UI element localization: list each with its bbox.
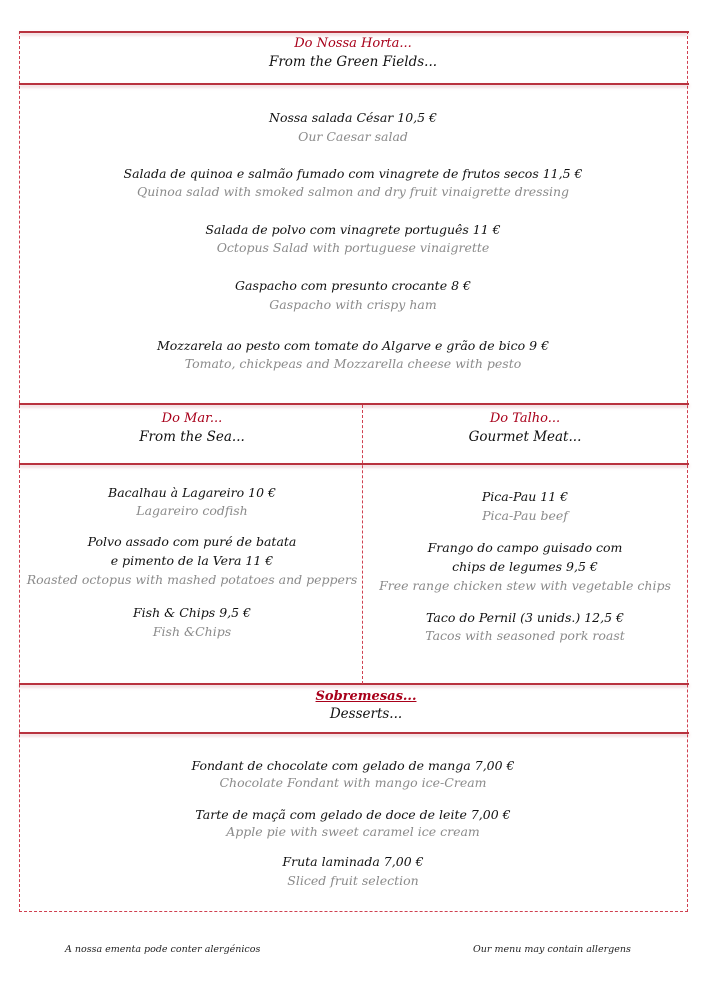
menu-item-name: Polvo assado com puré de batata <box>87 534 297 549</box>
menu-item-name: Bacalhau à Lagareiro 10 € <box>108 485 276 500</box>
section-title-desserts: Sobremesas... <box>315 689 417 704</box>
menu-item-name: Mozzarela ao pesto com tomate do Algarve e grão de bico 9 € <box>156 338 550 353</box>
divider <box>19 403 689 405</box>
divider <box>19 83 689 85</box>
menu-item-name: Frango do campo guisado com <box>427 540 623 555</box>
menu-item-name: Gaspacho com presunto crocante 8 € <box>235 278 471 293</box>
menu-item-name: Fruta laminada 7,00 € <box>282 854 424 869</box>
menu-item-name: Fish & Chips 9,5 € <box>132 605 252 620</box>
menu-item-desc: Octopus Salad with portuguese vinaigrette <box>216 240 490 255</box>
section-subtitle-meat: Gourmet Meat... <box>468 429 582 445</box>
menu-item-name: Salada de polvo com vinagrete português 11 € <box>205 222 501 237</box>
allergen-notice-pt: A nossa ementa pode conter alergénicos <box>65 944 261 955</box>
divider <box>19 31 689 33</box>
section-subtitle-sea: From the Sea... <box>139 429 245 445</box>
menu-item-desc: Lagareiro codfish <box>136 503 248 518</box>
section-subtitle-greens: From the Green Fields... <box>268 54 438 70</box>
menu-item-desc: Sliced fruit selection <box>287 873 419 888</box>
menu-item-name: Salada de quinoa e salmão fumado com vinagrete de frutos secos 11,5 € <box>123 166 583 181</box>
menu-item-desc: Roasted octopus with mashed potatoes and peppers <box>26 572 358 587</box>
section-title-sea: Do Mar... <box>161 411 223 426</box>
divider <box>19 463 689 465</box>
menu-item-name: e pimento de la Vera 11 € <box>110 553 274 568</box>
menu-item-desc: Our Caesar salad <box>298 129 408 144</box>
menu-item-name: Fondant de chocolate com gelado de manga 7,00 € <box>191 758 515 773</box>
divider <box>19 683 689 685</box>
menu-item-desc: Quinoa salad with smoked salmon and dry fruit vinaigrette dressing <box>136 184 570 199</box>
menu-item-desc: Tacos with seasoned pork roast <box>425 628 625 643</box>
menu-item-name: Pica-Pau 11 € <box>481 489 569 504</box>
menu-item-name: chips de legumes 9,5 € <box>452 559 598 574</box>
menu-item-desc: Apple pie with sweet caramel ice cream <box>226 824 480 839</box>
menu-item-name: Nossa salada César 10,5 € <box>269 110 437 125</box>
menu-item-name: Tarte de maçã com gelado de doce de leite 7,00 € <box>195 807 511 822</box>
section-title-meat: Do Talho... <box>489 411 561 426</box>
menu-item-desc: Pica-Pau beef <box>482 508 568 523</box>
menu-item-name: Taco do Pernil (3 unids.) 12,5 € <box>426 610 624 625</box>
column-divider <box>362 405 363 684</box>
divider <box>19 732 689 734</box>
menu-item-desc: Free range chicken stew with vegetable chips <box>379 578 671 593</box>
menu-item-desc: Chocolate Fondant with mango ice-Cream <box>219 775 487 790</box>
menu-item-desc: Tomato, chickpeas and Mozzarella cheese with pesto <box>184 356 522 371</box>
allergen-notice-en: Our menu may contain allergens <box>473 944 631 955</box>
menu-item-desc: Gaspacho with crispy ham <box>269 297 437 312</box>
menu-item-desc: Fish &Chips <box>152 624 232 639</box>
section-subtitle-desserts: Desserts... <box>329 706 403 722</box>
section-title-greens: Do Nossa Horta... <box>294 36 412 51</box>
